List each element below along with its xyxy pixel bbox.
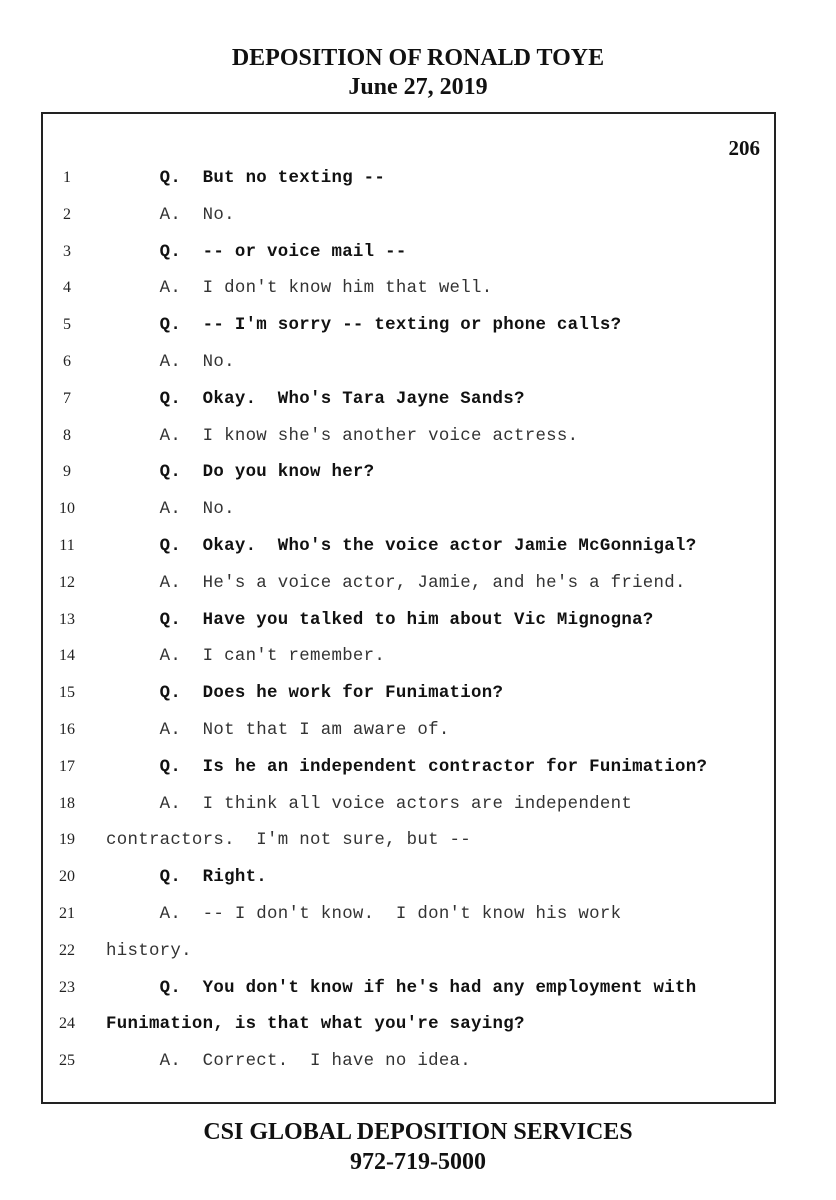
answer-text: A. Not that I am aware of.: [106, 721, 450, 740]
transcript-line: [43, 647, 774, 683]
line-number: 16: [59, 721, 75, 738]
answer-text: A. I know she's another voice actress.: [106, 426, 579, 446]
line-number: 9: [63, 463, 71, 481]
transcript-line: [43, 316, 774, 352]
transcript-line: [43, 279, 774, 315]
footer-company: CSI GLOBAL DEPOSITION SERVICES: [203, 1119, 633, 1145]
line-number: 24: [59, 1015, 75, 1033]
line-number: 19: [59, 831, 75, 849]
transcript-line: [43, 243, 774, 279]
line-number: 2: [63, 205, 71, 223]
question-text: Funimation, is that what you're saying?: [106, 1015, 525, 1035]
question-text: Q. Have you talked to him about Vic Mignogna?: [106, 610, 654, 630]
transcript-line: [43, 758, 774, 794]
deposition-title: DEPOSITION OF RONALD TOYE: [231, 45, 605, 71]
line-number: 25: [59, 1052, 75, 1070]
answer-text: A. No.: [106, 205, 235, 225]
transcript-line: [43, 537, 774, 573]
transcript-line: [43, 611, 774, 647]
line-number: 17: [59, 757, 75, 775]
line-number: 5: [63, 316, 71, 334]
line-number: 12: [59, 573, 75, 591]
transcript-line: [43, 169, 774, 205]
transcript-line: [43, 353, 774, 389]
question-text: Q. You don't know if he's had any employment with: [106, 978, 697, 998]
transcript-line: [43, 795, 774, 831]
line-number: 10: [59, 500, 75, 518]
question-text: Q. Right.: [106, 868, 268, 888]
answer-text: history.: [106, 941, 192, 961]
transcript-line: [43, 684, 774, 720]
question-text: Q. Okay. Who's the voice actor Jamie McGonnigal?: [106, 537, 697, 556]
line-number: 23: [59, 978, 75, 996]
line-number: 3: [63, 242, 71, 260]
transcript-line: [43, 905, 774, 941]
transcript-line: [43, 831, 774, 867]
line-number: 1: [63, 169, 71, 186]
line-number: 14: [59, 647, 75, 665]
line-number: 20: [59, 868, 75, 886]
line-number: 15: [59, 684, 75, 702]
transcript-line: [43, 942, 774, 978]
transcript-line: [43, 206, 774, 242]
line-number: 6: [63, 353, 71, 370]
transcript-line: [43, 721, 774, 757]
transcript-line: [43, 1015, 774, 1051]
transcript-page: [41, 112, 776, 1104]
answer-text: A. I think all voice actors are independent: [106, 794, 633, 814]
line-number: 7: [63, 389, 71, 407]
transcript-line: [43, 390, 774, 426]
question-text: Q. -- or voice mail --: [106, 242, 407, 262]
transcript-line: [43, 574, 774, 610]
footer-phone: 972-719-5000: [350, 1149, 486, 1175]
line-number: 13: [59, 610, 75, 628]
answer-text: A. No.: [106, 500, 235, 520]
answer-text: A. I can't remember.: [106, 647, 386, 667]
line-number: 4: [63, 279, 71, 297]
question-text: Q. Okay. Who's Tara Jayne Sands?: [106, 389, 525, 409]
transcript-line: [43, 868, 774, 904]
transcript-line: [43, 427, 774, 463]
transcript-line: [43, 1052, 774, 1088]
line-number: 11: [59, 537, 75, 554]
transcript-line: [43, 463, 774, 499]
question-text: Q. -- I'm sorry -- texting or phone calls?: [106, 316, 622, 336]
question-text: Q. Is he an independent contractor for Funimation?: [106, 757, 708, 777]
line-number: 21: [59, 905, 75, 922]
answer-text: A. No.: [106, 353, 235, 372]
answer-text: A. I don't know him that well.: [106, 279, 493, 299]
answer-text: contractors. I'm not sure, but --: [106, 831, 472, 851]
question-text: Q. Do you know her?: [106, 463, 375, 483]
page-number: 206: [728, 136, 760, 160]
answer-text: A. Correct. I have no idea.: [106, 1052, 472, 1072]
answer-text: A. He's a voice actor, Jamie, and he's a friend.: [106, 573, 686, 593]
answer-text: A. -- I don't know. I don't know his work: [106, 905, 622, 924]
line-number: 18: [59, 794, 75, 812]
question-text: Q. But no texting --: [106, 169, 386, 188]
question-text: Q. Does he work for Funimation?: [106, 684, 504, 704]
line-number: 8: [63, 426, 71, 444]
transcript-line: [43, 979, 774, 1015]
deposition-date: June 27, 2019: [348, 74, 488, 100]
transcript-line: [43, 500, 774, 536]
line-number: 22: [59, 941, 75, 959]
